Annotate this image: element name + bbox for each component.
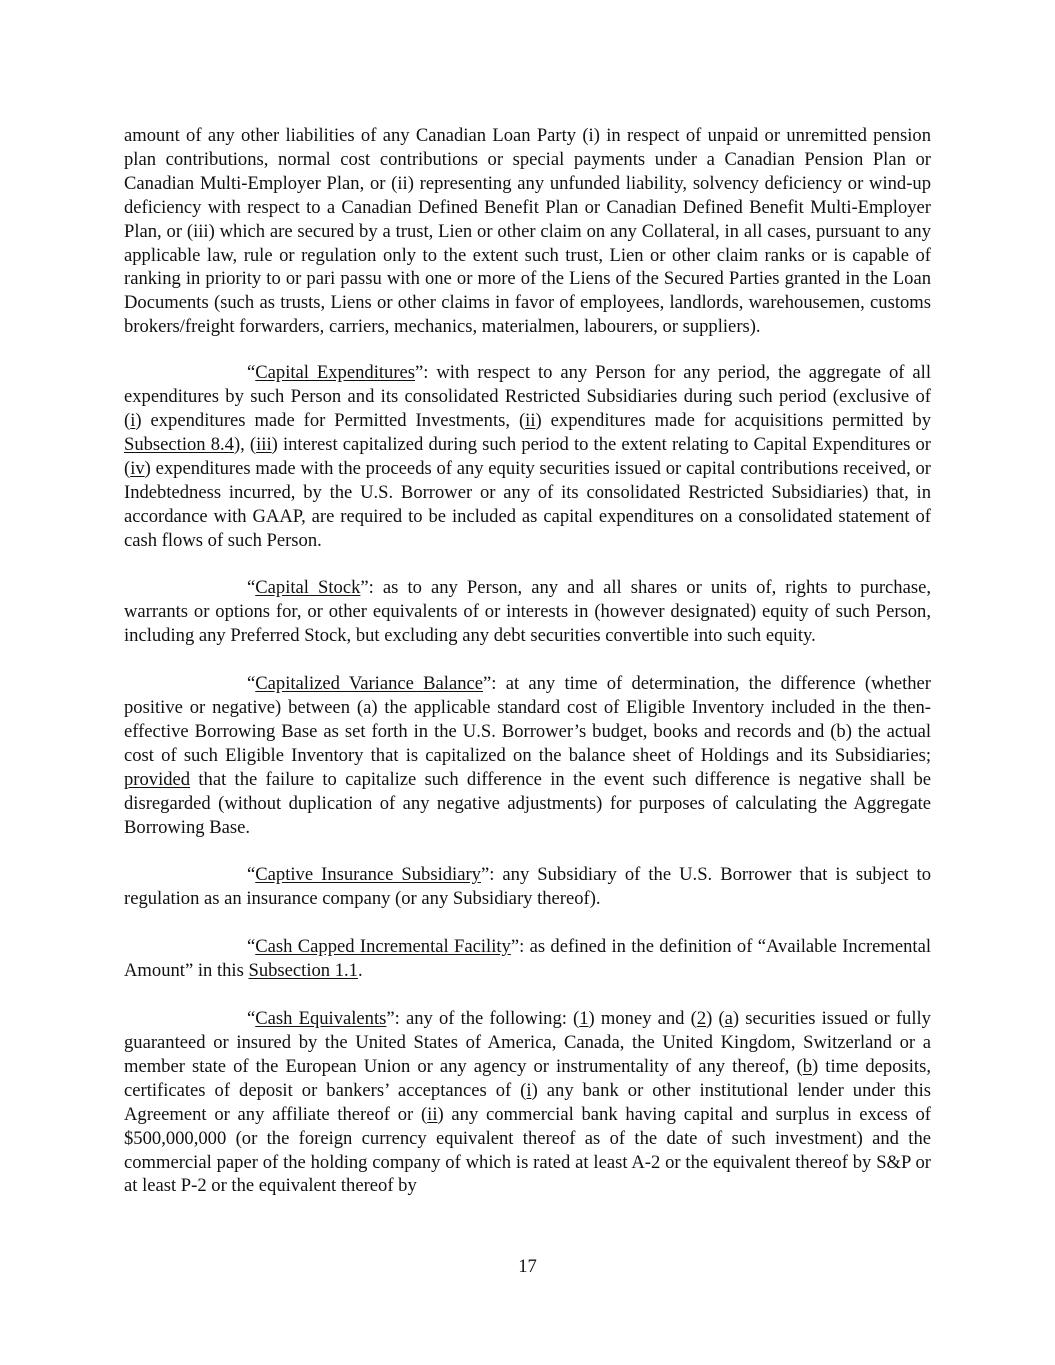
subsection-reference: Subsection 1.1 <box>248 960 358 982</box>
page-number: 17 <box>518 1256 537 1277</box>
definition-capitalized-variance-balance: “Capitalized Variance Balance”: at any time of determination, the difference (whether positive or negative) between (a) the applicable standard cost of Eligible Inventory included in the then-effective Borrowing Base as set forth in the U.S. Borrower’s budget, books and records and (b) the actual cost of such Eligible Inventory that is capitalized on the balance sheet of Holdings and its Subsidiaries; provided that the failure to capitalize such difference in the event such difference is negative shall be disregarded (without duplication of any negative adjustments) for purposes of calculating the Aggregate Borrowing Base. <box>124 673 931 838</box>
definition-capital-expenditures: “Capital Expenditures”: with respect to any Person for any period, the aggregate of all expenditures by such Person and its consolidated Restricted Subsidiaries during such period (exclusive of (i) expenditures made for Permitted Investments, (ii) expenditures made for acquisitions permitted by Subsection 8.4), (iii) interest capitalized during such period to the extent relating to Capital Expenditures or (iv) expenditures made with the proceeds of any equity securities issued or capital contributions received, or Indebtedness incurred, by the U.S. Borrower or any of its consolidated Restricted Subsidiaries) that, in accordance with GAAP, are required to be included as capital expenditures on a consolidated statement of cash flows of such Person. <box>124 362 931 551</box>
defined-term: Captive Insurance Subsidiary <box>255 864 481 886</box>
provided-term: provided <box>124 768 191 790</box>
defined-term: Cash Capped Incremental Facility <box>255 936 511 958</box>
subsection-reference: Subsection 8.4 <box>124 433 234 455</box>
defined-term: Capital Stock <box>255 577 361 599</box>
document-body <box>124 124 931 1222</box>
continuation-paragraph: amount of any other liabilities of any Canadian Loan Party (i) in respect of unpaid or unremitted pension plan contributions, normal cost contributions or special payments under a Canadian Pension Plan or Canadian Multi-Employer Plan, or (ii) representing any unfunded liability, solvency deficiency or wind-up deficiency with respect to a Canadian Defined Benefit Plan or Canadian Defined Benefit Multi-Employer Plan, or (iii) which are secured by a trust, Lien or other claim on any Collateral, in all cases, pursuant to any applicable law, rule or regulation only to the extent such trust, Lien or other claim ranks or is capable of ranking in priority to or pari passu with one or more of the Liens of the Secured Parties granted in the Loan Documents (such as trusts, Liens or other claims in favor of employees, landlords, warehousemen, customs brokers/freight forwarders, carriers, mechanics, materialmen, labourers, or suppliers). <box>124 125 931 338</box>
defined-term: Capitalized Variance Balance <box>255 673 484 695</box>
defined-term: Cash Equivalents <box>255 1008 387 1030</box>
definition-capital-stock: “Capital Stock”: as to any Person, any and all shares or units of, rights to purchase, warrants or options for, or other equivalents of or interests in (however designated) equity of such Person, including any Preferred Stock, but excluding any debt securities convertible into such equity. <box>124 577 931 647</box>
defined-term: Capital Expenditures <box>255 362 416 384</box>
definition-cash-capped-incremental-facility: “Cash Capped Incremental Facility”: as defined in the definition of “Available Incremental Amount” in this Subsection 1.1. <box>124 936 931 982</box>
definition-cash-equivalents: “Cash Equivalents”: any of the following: (1) money and (2) (a) securities issued or fully guaranteed or insured by the United States of America, Canada, the United Kingdom, Switzerland or a member state of the European Union or any agency or instrumentality of any thereof, (b) time deposits, certificates of deposit or bankers’ acceptances of (i) any bank or other institutional lender under this Agreement or any affiliate thereof or (ii) any commercial bank having capital and surplus in excess of $500,000,000 (or the foreign currency equivalent thereof as of the date of such investment) and the commercial paper of the holding company of which is rated at least A-2 or the equivalent thereof by S&P or at least P-2 or the equivalent thereof by <box>124 1008 932 1197</box>
definition-captive-insurance-subsidiary: “Captive Insurance Subsidiary”: any Subsidiary of the U.S. Borrower that is subject to regulation as an insurance company (or any Subsidiary thereof). <box>124 864 931 910</box>
